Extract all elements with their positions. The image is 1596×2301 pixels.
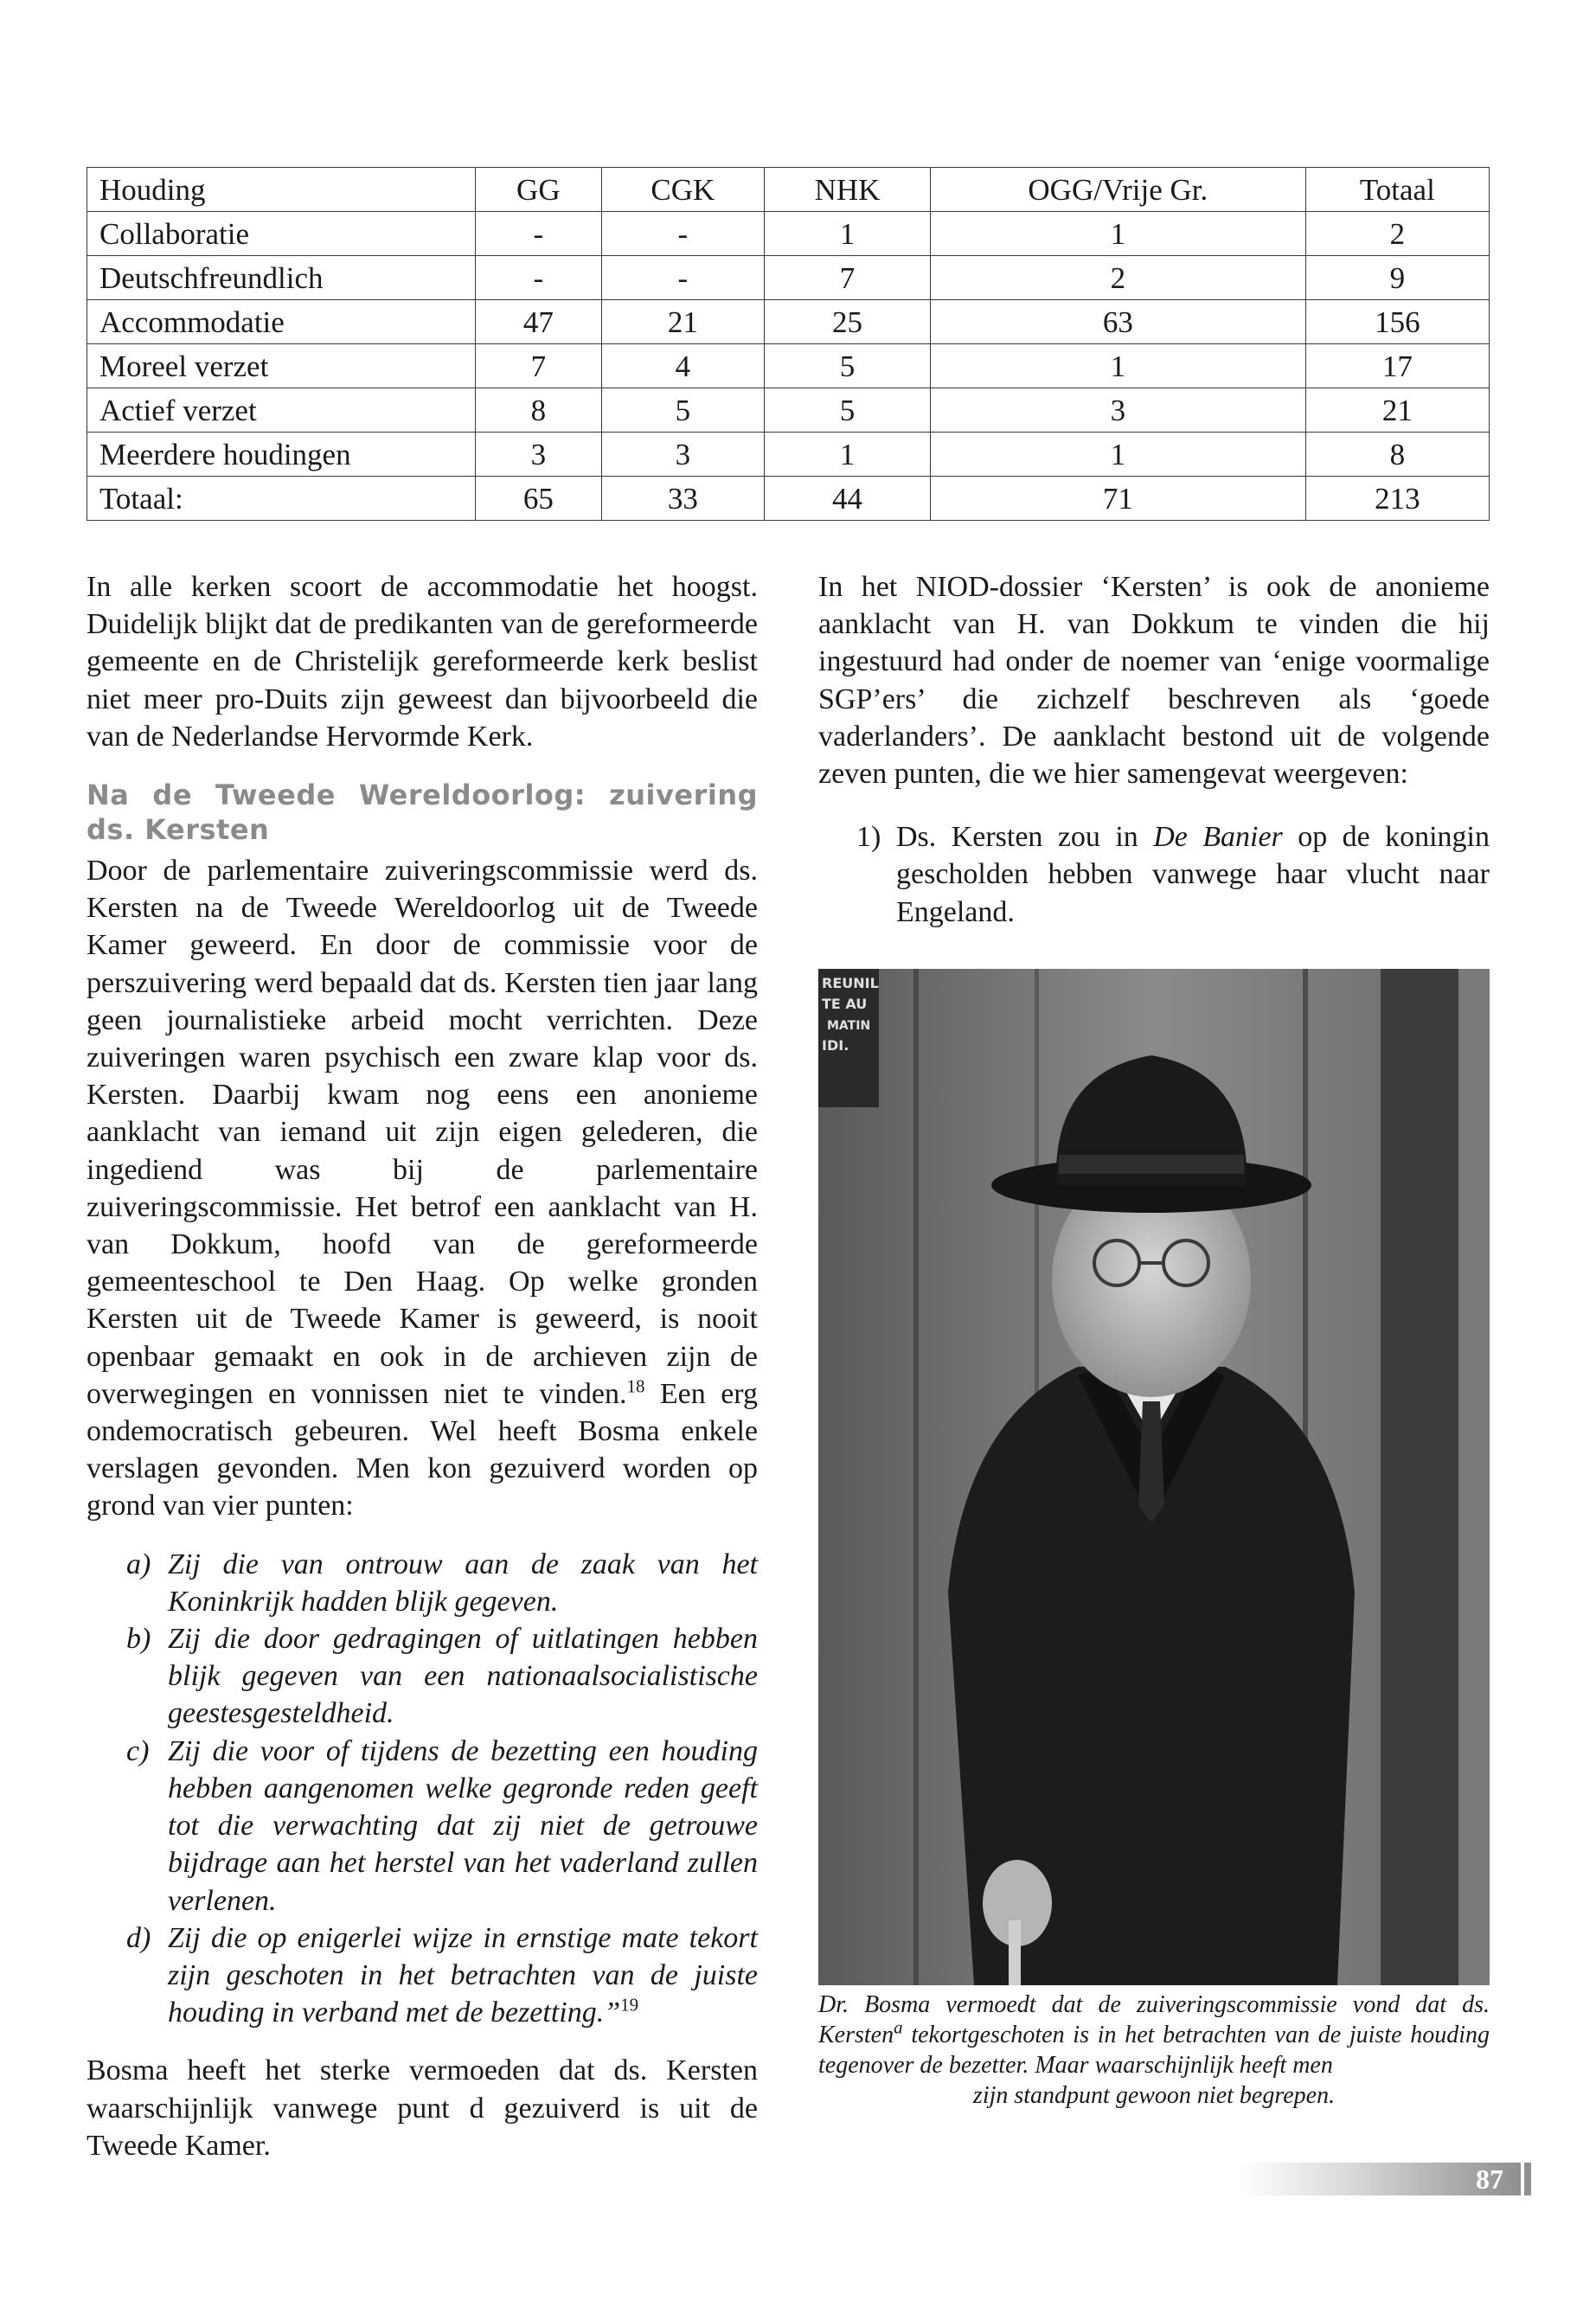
table-row — [87, 212, 1490, 256]
footnote-ref: 19 — [620, 1994, 639, 2016]
table-cell: 44 — [765, 477, 931, 521]
table-cell: 33 — [601, 477, 764, 521]
table-cell: 8 — [1305, 433, 1489, 477]
list-item-text: Zij die op enigerlei wijze in ernstige mate tekort zijn geschoten in het betrachten van de juiste houding in verband met de bezetting.” — [168, 1921, 758, 2029]
table-cell: 3 — [476, 433, 602, 477]
table-cell: 2 — [930, 256, 1305, 300]
caption-text: Dr. Bosma vermoedt dat de zuiveringscommissie vond dat ds. Kersten — [818, 1991, 1490, 2048]
sign-text: REUNIL — [822, 975, 879, 991]
table-cell: 156 — [1305, 300, 1489, 344]
table-row — [87, 433, 1490, 477]
table-header-cell: OGG/Vrije Gr. — [930, 168, 1305, 212]
page-number-bar — [1237, 2163, 1521, 2195]
table-header-cell: Houding — [87, 168, 476, 212]
table-cell: Actief verzet — [87, 388, 476, 433]
table-header-cell: CGK — [601, 168, 764, 212]
table-cell: 1 — [765, 212, 931, 256]
list-item — [87, 1733, 758, 1920]
table-row — [87, 256, 1490, 300]
table-cell: Moreel verzet — [87, 344, 476, 388]
table-header-cell: GG — [476, 168, 602, 212]
table-cell: Meerdere houdingen — [87, 433, 476, 477]
list-marker: c) — [126, 1734, 150, 1767]
footnote-ref: a — [894, 2016, 903, 2038]
page-number: 87 — [1476, 2163, 1503, 2195]
table-header-cell: NHK — [765, 168, 931, 212]
accusation-list — [818, 818, 1490, 931]
houding-table — [87, 167, 1490, 521]
table-cell: - — [476, 212, 602, 256]
sign-text: TE AU — [822, 996, 868, 1012]
table-cell: Deutschfreundlich — [87, 256, 476, 300]
criteria-list — [87, 1546, 758, 2032]
page-number-bar-end — [1524, 2163, 1531, 2195]
table-cell: 17 — [1305, 344, 1489, 388]
list-item — [87, 1620, 758, 1733]
body-text: Een erg ondemocratisch gebeuren. Wel heeft Bosma enkele verslagen gevonden. Men kon gezuiverd worden op grond van vier punten: — [87, 1377, 758, 1522]
intro-paragraph: In alle kerken scoort de accommodatie het hoogst. Duidelijk blijkt dat de predikanten van de gereformeerde gemeente en de Christelijk gereformeerde kerk beslist niet meer pro-Duits zijn geweest dan bijvoorbeeld die van de Nederlandse Hervormde Kerk. — [87, 571, 758, 753]
body-paragraph — [87, 852, 758, 1525]
portrait-photo — [818, 969, 1490, 1985]
section-heading: Na de Tweede Wereldoorlog: zuivering ds. Kersten — [87, 779, 758, 847]
list-item-text: Zij die van ontrouw aan de zaak van het Koninkrijk hadden blijk gegeven. — [168, 1548, 758, 1618]
table-cell: 5 — [601, 388, 764, 433]
list-marker: d) — [126, 1921, 151, 1954]
table-cell: Collaboratie — [87, 212, 476, 256]
table-cell: Totaal: — [87, 477, 476, 521]
list-item-text: op de koningin gescholden hebben vanwege haar vlucht naar Engeland. — [896, 821, 1490, 928]
table-row — [87, 300, 1490, 344]
table-header-cell: Totaal — [1305, 168, 1489, 212]
table-cell: Accommodatie — [87, 300, 476, 344]
table-cell: 5 — [765, 388, 931, 433]
table-cell: 71 — [930, 477, 1305, 521]
table-cell: 1 — [930, 212, 1305, 256]
table-cell: 3 — [930, 388, 1305, 433]
table-cell: 9 — [1305, 256, 1489, 300]
table-cell: - — [601, 256, 764, 300]
list-item — [818, 818, 1490, 931]
table-cell: 63 — [930, 300, 1305, 344]
table-cell: 8 — [476, 388, 602, 433]
table-cell: 2 — [1305, 212, 1489, 256]
footnote-ref: 18 — [626, 1375, 645, 1397]
publication-title: De Banier — [1153, 821, 1283, 854]
table-cell: 1 — [930, 344, 1305, 388]
table-cell: - — [601, 212, 764, 256]
table-cell: 21 — [601, 300, 764, 344]
table-cell: 7 — [765, 256, 931, 300]
closing-paragraph: Bosma heeft het sterke vermoeden dat ds. Kersten waarschijnlijk vanwege punt d gezuiverd is uit de Tweede Kamer. — [87, 2054, 758, 2162]
caption-text: tekortgeschoten is in het betrachten van de juiste houding tegenover de bezetter. Maar waarschijnlijk heeft men — [818, 2022, 1490, 2079]
table-cell: 3 — [601, 433, 764, 477]
table-cell: 21 — [1305, 388, 1489, 433]
list-item — [87, 1920, 758, 2032]
list-item — [87, 1546, 758, 1620]
right-column — [818, 568, 1490, 931]
sign-text: MATIN — [827, 1019, 871, 1033]
table-row — [87, 388, 1490, 433]
list-item-text: Zij die voor of tijdens de bezetting een houding hebben aangenomen welke gegronde reden geeft tot die verwachting dat zij niet de getrouwe bijdrage aan het herstel van het vaderland zullen verlenen. — [168, 1734, 758, 1917]
table-cell: 4 — [601, 344, 764, 388]
table-cell: 25 — [765, 300, 931, 344]
table-total-row — [87, 477, 1490, 521]
left-column — [87, 568, 758, 2164]
table-header-row — [87, 168, 1490, 212]
table-cell: 47 — [476, 300, 602, 344]
caption-text: zijn standpunt gewoon niet begrepen. — [972, 2082, 1336, 2109]
table-cell: - — [476, 256, 602, 300]
list-marker: a) — [126, 1548, 151, 1580]
list-item-text: Ds. Kersten zou in — [896, 821, 1154, 854]
table-cell: 213 — [1305, 477, 1489, 521]
photo-caption — [818, 1990, 1490, 2111]
table-cell: 65 — [476, 477, 602, 521]
table-cell: 1 — [765, 433, 931, 477]
sign-text: IDI. — [822, 1037, 849, 1054]
list-marker: 1) — [856, 821, 881, 854]
list-marker: b) — [126, 1623, 151, 1656]
table-cell: 1 — [930, 433, 1305, 477]
table-cell: 7 — [476, 344, 602, 388]
body-text: Door de parlementaire zuiveringscommissie werd ds. Kersten na de Tweede Wereldoorlog uit de Tweede Kamer geweerd. En door de commissie voor de perszuivering werd bepaald dat ds. Kersten tien jaar lang geen journalistieke arbeid mocht verrichten. Deze zuiveringen waren psychisch een zware klap voor ds. Kersten. Daarbij kwam nog eens een anonieme aanklacht van iemand uit zijn eigen gelederen, die ingediend was bij de parlementaire zuiveringscommissie. Het betrof een aanklacht van H. van Dokkum, hoofd van de gereformeerde gemeenteschool te Den Haag. Op welke gronden Kersten uit de Tweede Kamer is geweerd, is nooit openbaar gemaakt en ook in de archieven zijn de overwegingen en vonnissen niet te vinden. — [87, 855, 758, 1410]
list-item-text: Zij die door gedragingen of uitlatingen hebben blijk gegeven van een nationaalsocialistische geestesgesteldheid. — [168, 1623, 758, 1730]
table-row — [87, 344, 1490, 388]
table-cell: 5 — [765, 344, 931, 388]
intro-paragraph: In het NIOD-dossier ‘Kersten’ is ook de anonieme aanklacht van H. van Dokkum te vinden die hij ingestuurd had onder de noemer van ‘enige voormalige SGP’ers’ die zichzelf beschreven als ‘goede vaderlanders’. De aanklacht bestond uit de volgende zeven punten, die we hier samengevat weergeven: — [818, 571, 1490, 791]
